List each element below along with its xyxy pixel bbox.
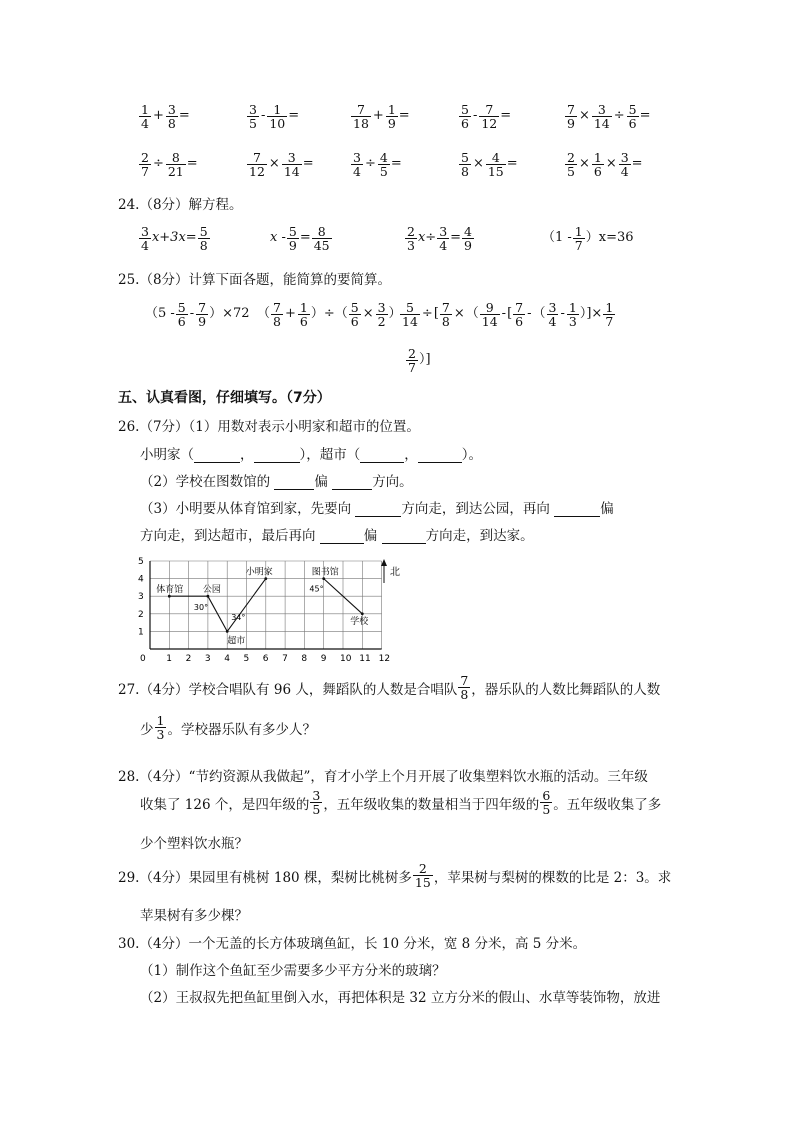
answer-blank[interactable]	[194, 448, 240, 463]
place-point	[207, 595, 210, 598]
place-label: 体育馆	[156, 585, 184, 596]
calc-1e: $\frac{7}{9}$ × $\frac{3}{14}$ ÷ $\frac{5}{6}$ =	[567, 101, 651, 131]
q28-line1: 28.（4分）“节约资源从我做起”，育才小学上个月开展了收集塑料饮水瓶的活动。三年级	[118, 769, 648, 785]
q25-expressions	[145, 296, 675, 332]
q30-line3: （2）王叔叔先把鱼缸里倒入水，再把体积是 32 立方分米的假山、水草等装饰物，放进	[140, 990, 661, 1006]
q26-line3: （3）小明要从体育馆到家，先要向 方向走，到达公园，再向 偏	[140, 501, 614, 517]
section-5-heading: 五、认真看图，仔细填写。（7分）	[118, 390, 331, 406]
x-tick-label: 9	[320, 654, 327, 664]
place-label: 超市	[227, 636, 246, 647]
answer-blank[interactable]	[355, 502, 401, 517]
answer-blank[interactable]	[360, 448, 404, 463]
y-tick-label: 3	[138, 592, 144, 603]
place-label: 小明家	[245, 567, 273, 578]
place-labels	[156, 566, 369, 647]
q25-e1: （5 - $\frac{5}{6}$ - $\frac{7}{9}$ ）×72	[145, 299, 250, 329]
calc-2d: $\frac{5}{8}$ × $\frac{4}{15}$ =	[461, 149, 518, 179]
q24-eq3: $\frac{2}{3}$ x÷ $\frac{3}{4}$ = $\frac{4}{9}$	[407, 223, 472, 253]
q26-title: 26.（7分）（1）用数对表示小明家和超市的位置。	[118, 419, 420, 435]
place-point	[361, 612, 364, 615]
x-tick-label: 3	[204, 654, 211, 664]
calc-2c: $\frac{3}{4}$ ÷ $\frac{4}{5}$ =	[353, 149, 402, 179]
q26-line2: （2）学校在图数馆的 偏 方向。	[140, 474, 413, 490]
q24-equations	[138, 220, 678, 256]
calc-1a: $\frac{1}{4}$ + $\frac{3}{8}$ =	[141, 101, 190, 131]
calc-1c: $\frac{7}{18}$ + $\frac{1}{9}$ =	[353, 101, 410, 131]
q26-line4: 方向走，到达超市，最后再向 偏 方向走，到达家。	[140, 528, 534, 544]
calc-2b: $\frac{7}{12}$ × $\frac{3}{14}$ =	[249, 149, 314, 179]
answer-blank[interactable]	[320, 529, 364, 544]
q27-line2: 少 $\frac{1}{3}$ 。学校器乐队有多少人？	[140, 713, 316, 742]
answer-blank[interactable]	[254, 448, 300, 463]
x-tick-label: 1	[166, 654, 173, 664]
x-tick-label: 10	[340, 654, 352, 664]
x-tick-label: 7	[282, 654, 288, 664]
y-tick-label: 1	[138, 627, 144, 638]
calc-row-1	[138, 98, 678, 134]
calc-2a: $\frac{2}{7}$ ÷ $\frac{8}{21}$ =	[141, 149, 198, 179]
x-tick-label: 2	[185, 654, 192, 664]
place-label: 学校	[350, 616, 369, 627]
answer-blank[interactable]	[382, 529, 426, 544]
y-tick-labels	[138, 557, 144, 637]
calc-row-2	[138, 146, 678, 182]
q24-eq1: $\frac{3}{4}$ x+3x= $\frac{5}{8}$	[141, 223, 208, 253]
y-tick-label: 2	[138, 609, 144, 620]
grid-map-figure	[136, 553, 406, 665]
answer-blank[interactable]	[418, 448, 462, 463]
q25-e3: $\frac{5}{14}$ ÷ [ $\frac{7}{8}$ × （ $\frac{9}{14}$ - [ $\frac{7}{6}$ - （ $\frac{3}{4}$ - $\frac{1}{3}$ ）]× $\frac{1}{7}$	[402, 299, 614, 329]
q28-line2: 收集了 126 个，是四年级的 $\frac{3}{5}$ ，五年级收集的数量相当于四年级的 $\frac{6}{5}$ 。五年级收集了多	[140, 788, 662, 817]
q29-line1: 29.（4分）果园里有桃树 180 棵，梨树比桃树多 $\frac{2}{15}$ ，苹果树与梨树的棵数的比是 2：3。求	[118, 861, 672, 890]
place-label: 公园	[202, 585, 221, 596]
place-point	[322, 577, 325, 580]
x-tick-labels	[140, 654, 390, 664]
q26-line1: 小明家（ ， ），超市（ ， ）。	[140, 447, 482, 463]
x-tick-label: 8	[301, 654, 308, 664]
q30-line2: （1）制作这个鱼缸至少需要多少平方分米的玻璃？	[140, 963, 446, 979]
q27-line1: 27.（4分）学校合唱队有 96 人，舞蹈队的人数是合唱队 $\frac{7}{8}$ ，器乐队的人数比舞蹈队的人数	[118, 673, 661, 702]
answer-blank[interactable]	[332, 475, 372, 490]
angle-label: 34°	[231, 612, 246, 622]
x-tick-label: 0	[140, 654, 146, 664]
x-tick-label: 11	[359, 654, 371, 664]
place-label: 图书馆	[311, 567, 339, 578]
q24-title: 24.（8分）解方程。	[118, 197, 243, 213]
y-tick-label: 4	[138, 574, 144, 585]
angle-label: 30°	[193, 603, 209, 613]
q24-eq4: （1 - $\frac{1}{7}$ ）x=36	[542, 223, 634, 253]
answer-blank[interactable]	[554, 502, 600, 517]
calc-1d: $\frac{5}{6}$ - $\frac{7}{12}$ =	[461, 101, 512, 131]
calc-1b: $\frac{3}{5}$ - $\frac{1}{10}$ =	[249, 101, 300, 131]
y-tick-label: 5	[138, 557, 144, 567]
place-point	[226, 630, 229, 633]
q29-line2: 苹果树有多少棵？	[140, 908, 248, 924]
answer-blank[interactable]	[274, 475, 314, 490]
q24-eq2: x - $\frac{5}{9}$ = $\frac{8}{45}$	[270, 223, 330, 253]
q25-e2: （ $\frac{7}{8}$ + $\frac{1}{6}$ ）÷（ $\frac{5}{6}$ × $\frac{3}{2}$ ）	[257, 299, 402, 329]
place-point	[264, 577, 267, 580]
q28-line3: 少个塑料饮水瓶？	[140, 836, 248, 852]
place-point	[168, 595, 171, 598]
calc-2e: $\frac{2}{5}$ × $\frac{1}{6}$ × $\frac{3}{4}$ =	[567, 149, 643, 179]
x-tick-label: 12	[378, 654, 391, 664]
x-tick-label: 4	[224, 654, 230, 664]
angle-label: 45°	[309, 584, 324, 594]
q25-title: 25.（8分）计算下面各题，能简算的要简算。	[118, 272, 392, 288]
x-tick-label: 5	[243, 654, 250, 664]
north-label: 北	[390, 567, 400, 578]
q30-line1: 30.（4分）一个无盖的长方体玻璃鱼缸，长 10 分米，宽 8 分米，高 5 分米。	[118, 936, 587, 952]
q25-continuation: $\frac{2}{7}$ ）]	[408, 345, 431, 375]
x-tick-label: 6	[262, 654, 269, 664]
